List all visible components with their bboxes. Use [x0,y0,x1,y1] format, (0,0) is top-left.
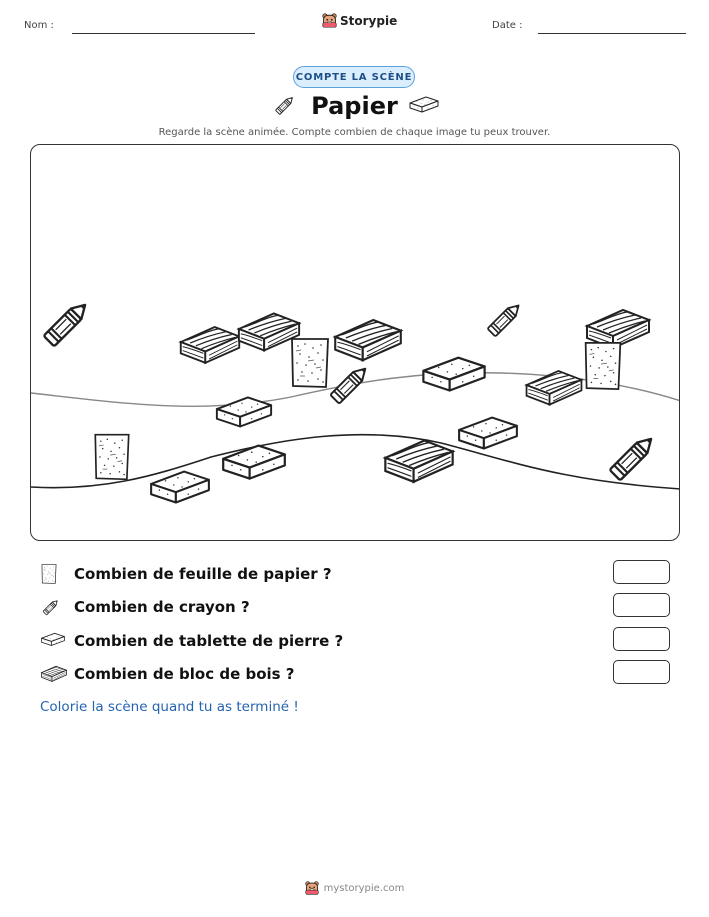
scene-crayon [487,301,522,336]
scene-wood-block [527,371,582,405]
bear-logo-icon [322,13,337,28]
scene-stone-tablet [151,472,209,503]
question-row-wood-block [38,660,678,690]
closing-instruction: Colorie la scène quand tu as terminé ! [40,699,299,715]
scene-wood-block [385,441,452,482]
crayon-icon [40,596,62,618]
scene-crayon [330,364,369,403]
instructions: Regarde la scène animée. Compte combien de chaque image tu peux trouver. [158,127,551,138]
question-text: Combien de bloc de bois ? [74,665,295,683]
scene-stone-tablet [217,397,271,426]
answer-box-stone-tablet[interactable] [613,627,670,651]
scene-frame [30,144,680,541]
date-label: Date : [492,20,523,31]
footer [0,881,709,895]
date-line[interactable] [538,33,686,34]
bear-logo-icon [305,881,319,895]
scene-paper-sheet [95,435,128,480]
stone-tablet-icon [40,630,66,648]
scene-paper-sheet [292,339,328,387]
scene-stone-tablet [459,418,517,449]
scene-crayon [610,434,657,481]
scene-wood-block [335,320,401,360]
question-row-crayon [38,593,678,623]
question-text: Combien de crayon ? [74,598,250,616]
scene-stone-tablet [423,358,484,391]
brand-logo [322,13,397,28]
scene-paper-sheet [586,343,621,389]
brand-name: Storypie [340,13,398,28]
wood-block-icon [40,663,68,683]
question-text: Combien de tablette de pierre ? [74,632,344,650]
stone-tablet-icon [408,93,440,115]
paper-sheet-icon [40,563,58,585]
question-row-stone-tablet [38,627,678,657]
answer-box-paper[interactable] [613,560,670,584]
scene-crayon [44,300,91,347]
activity-badge: COMPTE LA SCÈNE [293,66,415,88]
page-title: Papier [311,92,398,120]
answer-box-wood-block[interactable] [613,660,670,684]
scene-wood-block [181,327,239,363]
name-line[interactable] [72,33,255,34]
footer-url[interactable]: mystorypie.com [323,882,405,894]
scene-illustration [31,145,680,541]
answer-box-crayon[interactable] [613,593,670,617]
scene-stone-tablet [223,446,285,479]
scene-wood-block [239,313,299,350]
question-row-paper [38,560,678,590]
name-label: Nom : [24,20,54,31]
question-text: Combien de feuille de papier ? [74,565,332,583]
